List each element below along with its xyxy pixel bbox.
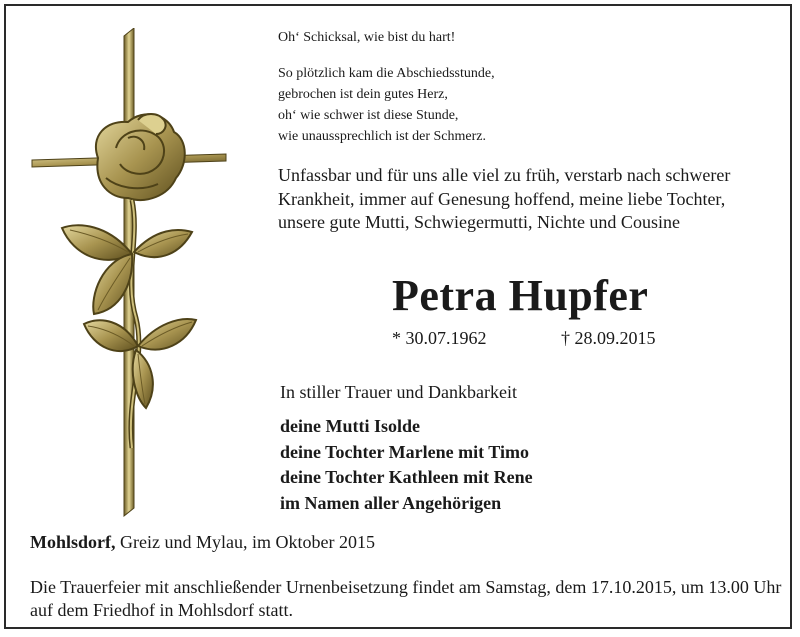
funeral-notice: Die Trauerfeier mit anschließender Urnenbeisetzung findet am Samstag, dem 17.10.2015, um 13.00 Uhr auf dem Friedhof in Mohlsdorf statt. [30, 577, 782, 620]
intro-line: Unfassbar und für uns alle viel zu früh, verstarb nach schwerer [278, 165, 731, 185]
intro-line: Krankheit, immer auf Genesung hoffend, meine liebe Tochter, [278, 188, 726, 209]
death-date: † 28.09.2015 [561, 328, 656, 348]
poem [278, 27, 495, 147]
family-member: im Namen aller Angehörigen [280, 492, 502, 513]
intro-line: unsere gute Mutti, Schwiegermutti, Nichte und Cousine [278, 212, 680, 232]
family-list [280, 414, 533, 516]
obituary-frame [4, 4, 792, 629]
poem-line: oh‘ wie schwer ist diese Stunde, [278, 108, 459, 123]
place-date-line [30, 532, 375, 553]
poem-line: So plötzlich kam die Abschiedsstunde, [278, 66, 495, 81]
deceased-name: Petra Hupfer [392, 271, 649, 320]
birth-date: * 30.07.1962 [392, 328, 487, 348]
intro-text [278, 164, 793, 235]
family-member: deine Tochter Marlene mit Timo [280, 441, 529, 462]
place-rest: Greiz und Mylau, im Oktober 2015 [115, 532, 375, 552]
mourning-line: In stiller Trauer und Dankbarkeit [280, 382, 517, 402]
poem-line: Oh‘ Schicksal, wie bist du hart! [278, 30, 456, 45]
poem-verse [278, 63, 495, 147]
place-town: Mohlsdorf, [30, 532, 116, 552]
family-member: deine Mutti Isolde [280, 416, 421, 436]
family-member: deine Tochter Kathleen mit Rene [280, 467, 533, 487]
poem-line: gebrochen ist dein gutes Herz, [278, 87, 448, 102]
cross-with-rose-icon [28, 28, 238, 518]
poem-line: wie unaussprechlich ist der Schmerz. [278, 129, 486, 144]
